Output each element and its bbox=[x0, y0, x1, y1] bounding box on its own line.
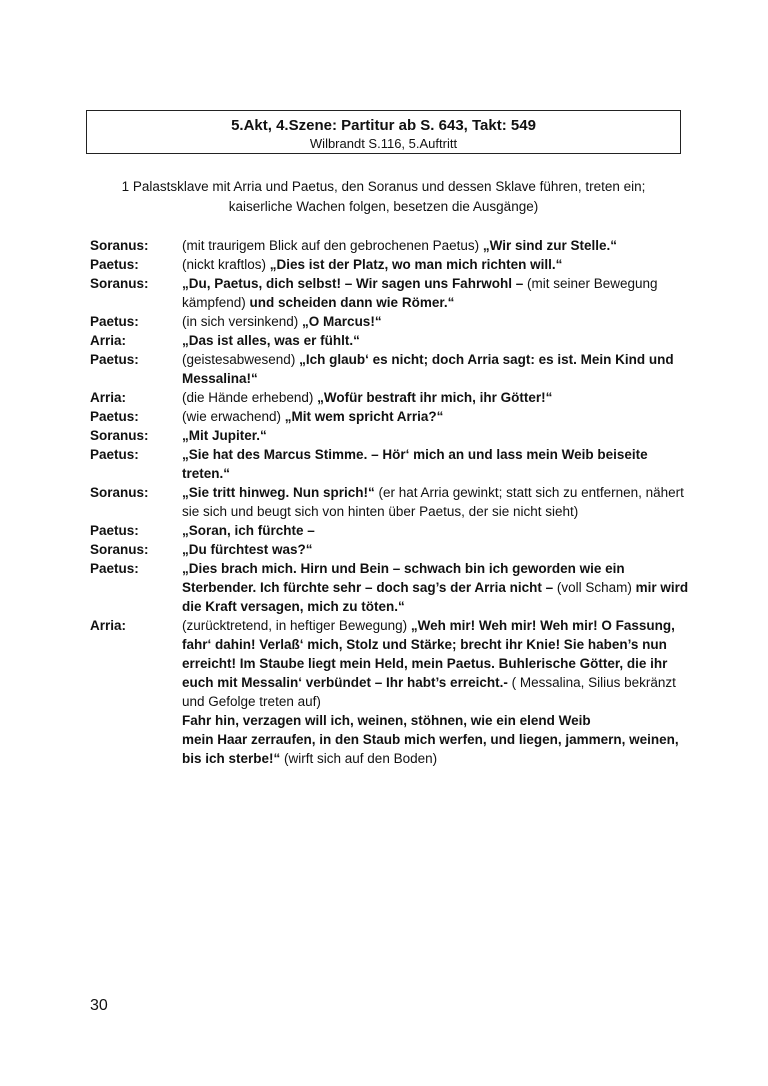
dialogue-text bbox=[182, 540, 690, 559]
dialogue-line bbox=[90, 255, 690, 274]
spoken-text: „Sie tritt hinweg. Nun sprich!“ bbox=[182, 485, 379, 500]
dialogue-line bbox=[90, 711, 690, 730]
dialogue-line bbox=[90, 388, 690, 407]
spoken-text: „Das ist alles, was er fühlt.“ bbox=[182, 333, 360, 348]
stage-direction: (voll Scham) bbox=[556, 580, 636, 595]
dialogue-text bbox=[182, 407, 690, 426]
spoken-text: und scheiden dann wie Römer.“ bbox=[249, 295, 455, 310]
spoken-text: „Sie hat des Marcus Stimme. – Hör‘ mich an und lass mein Weib beiseite treten.“ bbox=[182, 447, 648, 481]
spoken-text: „Weh mir! Weh mir! Weh mir! O Fassung, fahr‘ dahin! Verlaß‘ mich, Stolz und Stärke; brecht ihr Knie! Sie haben’s nun erreicht! Im Staube liegt mein Held, mein Paetus. Buhlerische Götter, die ihr euch mit Messalin‘ verbündet – Ihr habt’s erreicht.- bbox=[182, 618, 675, 690]
speaker-name: Soranus: bbox=[90, 238, 149, 253]
spoken-text: „Ich glaub‘ es nicht; doch Arria sagt: es ist. Mein Kind und Messalina!“ bbox=[182, 352, 674, 386]
speaker-name bbox=[90, 711, 182, 730]
speaker-name: Paetus: bbox=[90, 352, 139, 367]
dialogue-line bbox=[90, 483, 690, 521]
stage-direction: (zurücktretend, in heftiger Bewegung) bbox=[182, 618, 411, 633]
speaker-name: Arria: bbox=[90, 390, 127, 405]
dialogue-text bbox=[182, 711, 690, 730]
speaker-name: Soranus: bbox=[90, 428, 149, 443]
spoken-text: „O Marcus!“ bbox=[302, 314, 382, 329]
dialogue-text bbox=[182, 236, 690, 255]
dialogue-text bbox=[182, 483, 690, 521]
dialogue-line bbox=[90, 426, 690, 445]
dialogue-text bbox=[182, 445, 690, 483]
dialogue-text bbox=[182, 388, 690, 407]
dialogue-line bbox=[90, 407, 690, 426]
speaker-name: Soranus: bbox=[90, 485, 149, 500]
scene-stage-direction bbox=[86, 177, 681, 217]
stage-direction: (in sich versinkend) bbox=[182, 314, 303, 329]
stage-direction: (wie erwachend) bbox=[182, 409, 285, 424]
dialogue-text bbox=[182, 350, 690, 388]
scene-header-box bbox=[86, 110, 681, 154]
speaker-name: Paetus: bbox=[90, 523, 139, 538]
speaker-name: Arria: bbox=[90, 618, 127, 633]
dialogue-text bbox=[182, 730, 690, 768]
dialogue-line bbox=[90, 274, 690, 312]
spoken-text: Fahr hin, verzagen will ich, weinen, stöhnen, wie ein elend Weib bbox=[182, 713, 591, 728]
spoken-text: „Wir sind zur Stelle.“ bbox=[482, 238, 618, 253]
dialogue-block bbox=[90, 236, 690, 768]
dialogue-line bbox=[90, 445, 690, 483]
stage-direction-line-2: kaiserliche Wachen folgen, besetzen die Ausgänge) bbox=[228, 199, 539, 214]
speaker-name: Paetus: bbox=[90, 314, 139, 329]
stage-direction-line-1: 1 Palastsklave mit Arria und Paetus, den Soranus und dessen Sklave führen, treten ein; bbox=[121, 179, 646, 194]
spoken-text: „Mit Jupiter.“ bbox=[182, 428, 267, 443]
spoken-text: mein Haar zerraufen, in den Staub mich werfen, und liegen, jammern, weinen, bis ich sterbe!“ bbox=[182, 732, 679, 766]
dialogue-line bbox=[90, 236, 690, 255]
scene-source: Wilbrandt S.116, 5.Auftritt bbox=[309, 136, 458, 151]
spoken-text: „Du, Paetus, dich selbst! – Wir sagen uns Fahrwohl – bbox=[182, 276, 527, 291]
spoken-text: „Soran, ich fürchte – bbox=[182, 523, 315, 538]
dialogue-text bbox=[182, 616, 690, 711]
dialogue-text bbox=[182, 312, 690, 331]
stage-direction: (wirft sich auf den Boden) bbox=[284, 751, 438, 766]
stage-direction: (er hat Arria gewinkt; statt sich zu entfernen, nähert sie sich und beugt sich von hinten über Paetus, der sie nicht sieht) bbox=[182, 485, 684, 519]
spoken-text: „Dies brach mich. Hirn und Bein – schwach bin ich geworden wie ein Sterbender. Ich fürchte sehr – doch sag’s der Arria nicht – bbox=[182, 561, 625, 595]
spoken-text: „Du fürchtest was?“ bbox=[182, 542, 313, 557]
spoken-text: „Mit wem spricht Arria?“ bbox=[284, 409, 444, 424]
speaker-name: Paetus: bbox=[90, 257, 139, 272]
speaker-name: Paetus: bbox=[90, 447, 139, 462]
dialogue-text bbox=[182, 255, 690, 274]
dialogue-text bbox=[182, 521, 690, 540]
dialogue-text bbox=[182, 331, 690, 350]
dialogue-text bbox=[182, 274, 690, 312]
dialogue-line bbox=[90, 616, 690, 711]
speaker-name: Soranus: bbox=[90, 542, 149, 557]
speaker-name: Soranus: bbox=[90, 276, 149, 291]
stage-direction: (mit seiner Bewegung kämpfend) bbox=[182, 276, 658, 310]
stage-direction: ( Messalina, Silius bekränzt und Gefolge treten auf) bbox=[182, 675, 676, 709]
speaker-name: Arria: bbox=[90, 333, 127, 348]
dialogue-line bbox=[90, 521, 690, 540]
spoken-text: „Dies ist der Platz, wo man mich richten will.“ bbox=[269, 257, 563, 272]
dialogue-line bbox=[90, 312, 690, 331]
stage-direction: (geistesabwesend) bbox=[182, 352, 300, 367]
scene-title: 5.Akt, 4.Szene: Partitur ab S. 643, Takt: 549 bbox=[231, 117, 536, 134]
speaker-name bbox=[90, 730, 182, 768]
dialogue-line bbox=[90, 331, 690, 350]
spoken-text: „Wofür bestraft ihr mich, ihr Götter!“ bbox=[317, 390, 553, 405]
speaker-name: Paetus: bbox=[90, 561, 139, 576]
dialogue-text bbox=[182, 426, 690, 445]
speaker-name: Paetus: bbox=[90, 409, 139, 424]
stage-direction: (mit traurigem Blick auf den gebrochenen Paetus) bbox=[182, 238, 483, 253]
stage-direction: (nickt kraftlos) bbox=[182, 257, 270, 272]
spoken-text: mir wird die Kraft versagen, mich zu töten.“ bbox=[182, 580, 689, 614]
dialogue-line bbox=[90, 350, 690, 388]
stage-direction: (die Hände erhebend) bbox=[182, 390, 318, 405]
dialogue-line bbox=[90, 730, 690, 768]
page-number: 30 bbox=[90, 997, 108, 1014]
dialogue-line bbox=[90, 559, 690, 616]
dialogue-line bbox=[90, 540, 690, 559]
dialogue-text bbox=[182, 559, 690, 616]
